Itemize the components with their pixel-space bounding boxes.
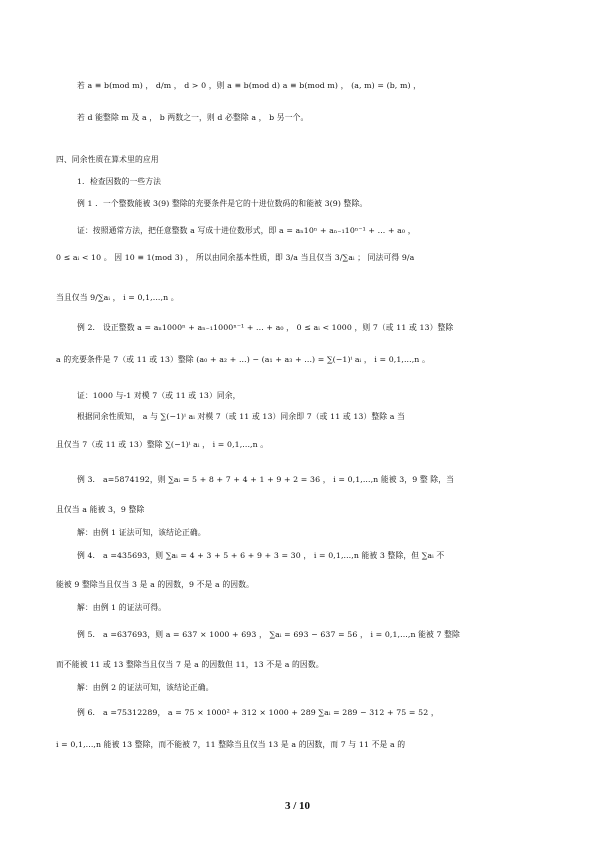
example-4-solution: 解：由例 1 的证法可得。	[77, 603, 167, 612]
section-heading: 四、同余性质在算术里的应用	[56, 155, 159, 164]
example-2-proof-line-1: 证：1000 与-1 对模 7（或 11 或 13）同余，	[77, 391, 241, 400]
example-5-solution: 解：由例 2 的证法可知，该结论正确。	[77, 683, 214, 692]
example-3-line-2: 且仅当 a 能被 3，9 整除	[56, 505, 145, 514]
example-3-solution: 解：由例 1 证法可知，该结论正确。	[77, 528, 206, 537]
example-2-statement-line-1: 例 2． 设正整数 a = aₙ1000ⁿ + aₙ₋₁1000ⁿ⁻¹ + ... + a₀ ， 0 ≤ aᵢ < 1000 ，则 7（或 11 或 13）整除	[77, 323, 454, 332]
example-1-proof-line-3: 当且仅当 9/∑aᵢ ， i = 0,1,...,n 。	[56, 293, 179, 302]
example-1-proof-line-2: 0 ≤ aᵢ < 10 。 因 10 ≡ 1(mod 3) ， 所以由同余基本性质，即 3/a 当且仅当 3/∑aᵢ ； 同法可得 9/a	[56, 253, 415, 262]
example-2-proof-line-2: 根据同余性质知， a 与 ∑(−1)ⁱ aᵢ 对模 7（或 11 或 13）同余即 7（或 11 或 13）整除 a 当	[77, 412, 405, 421]
text-line-1: 若 a ≡ b(mod m) ， d/m ， d > 0 ，则 a ≡ b(mod d) a ≡ b(mod m) ， (a, m) = (b, m) ，	[77, 81, 422, 90]
example-6-line-1: 例 6． a =75312289， a = 75 × 1000² + 312 × 1000 + 289 ∑aᵢ = 289 − 312 + 75 = 52 ，	[77, 708, 439, 717]
example-1-proof-line-1: 证：按照通常方法，把任意整数 a 写成十进位数形式，即 a = aₙ10ⁿ + aₙ₋₁10ⁿ⁻¹ + ... + a₀ ，	[77, 226, 416, 235]
example-3-line-1: 例 3． a=5874192，则 ∑aᵢ = 5 + 8 + 7 + 4 + 1 + 9 + 2 = 36 ， i = 0,1,...,n 能被 3，9 整 除，当	[77, 475, 454, 484]
page-number: 3 / 10	[284, 800, 311, 812]
example-2-proof-line-3: 且仅当 7（或 11 或 13）整除 ∑(−1)ⁱ aᵢ ， i = 0,1,...,n 。	[56, 440, 269, 449]
example-4-line-2: 能被 9 整除当且仅当 3 是 a 的因数，9 不是 a 的因数。	[56, 580, 254, 589]
text-line-2: 若 d 能整除 m 及 a ， b 两数之一，则 d 必整除 a ， b 另一个。	[77, 113, 309, 122]
subsection-heading: 1．检查因数的一些方法	[77, 177, 162, 186]
example-6-line-2: i = 0,1,...,n 能被 13 整除，而不能被 7，11 整除当且仅当 13 是 a 的因数，而 7 与 11 不是 a 的	[56, 740, 406, 749]
example-5-line-1: 例 5． a =637693，则 a = 637 × 1000 + 693 ， ∑aᵢ = 693 − 637 = 56 ， i = 0,1,...,n 能被 7 整除	[77, 630, 460, 639]
example-2-statement-line-2: a 的充要条件是 7（或 11 或 13）整除 (a₀ + a₂ + ...) − (a₁ + a₃ + ...) = ∑(−1)ⁱ aᵢ ， i = 0,1,...,n 。	[56, 355, 430, 364]
example-5-line-2: 而不能被 11 或 13 整除当且仅当 7 是 a 的因数但 11，13 不是 a 的因数。	[56, 660, 324, 669]
example-1-statement: 例 1 ．一个整数能被 3(9) 整除的充要条件是它的十进位数码的和能被 3(9) 整除。	[77, 199, 368, 208]
example-4-line-1: 例 4． a =435693，则 ∑aᵢ = 4 + 3 + 5 + 6 + 9 + 3 = 30 ， i = 0,1,...,n 能被 3 整除，但 ∑aᵢ 不	[77, 551, 445, 560]
